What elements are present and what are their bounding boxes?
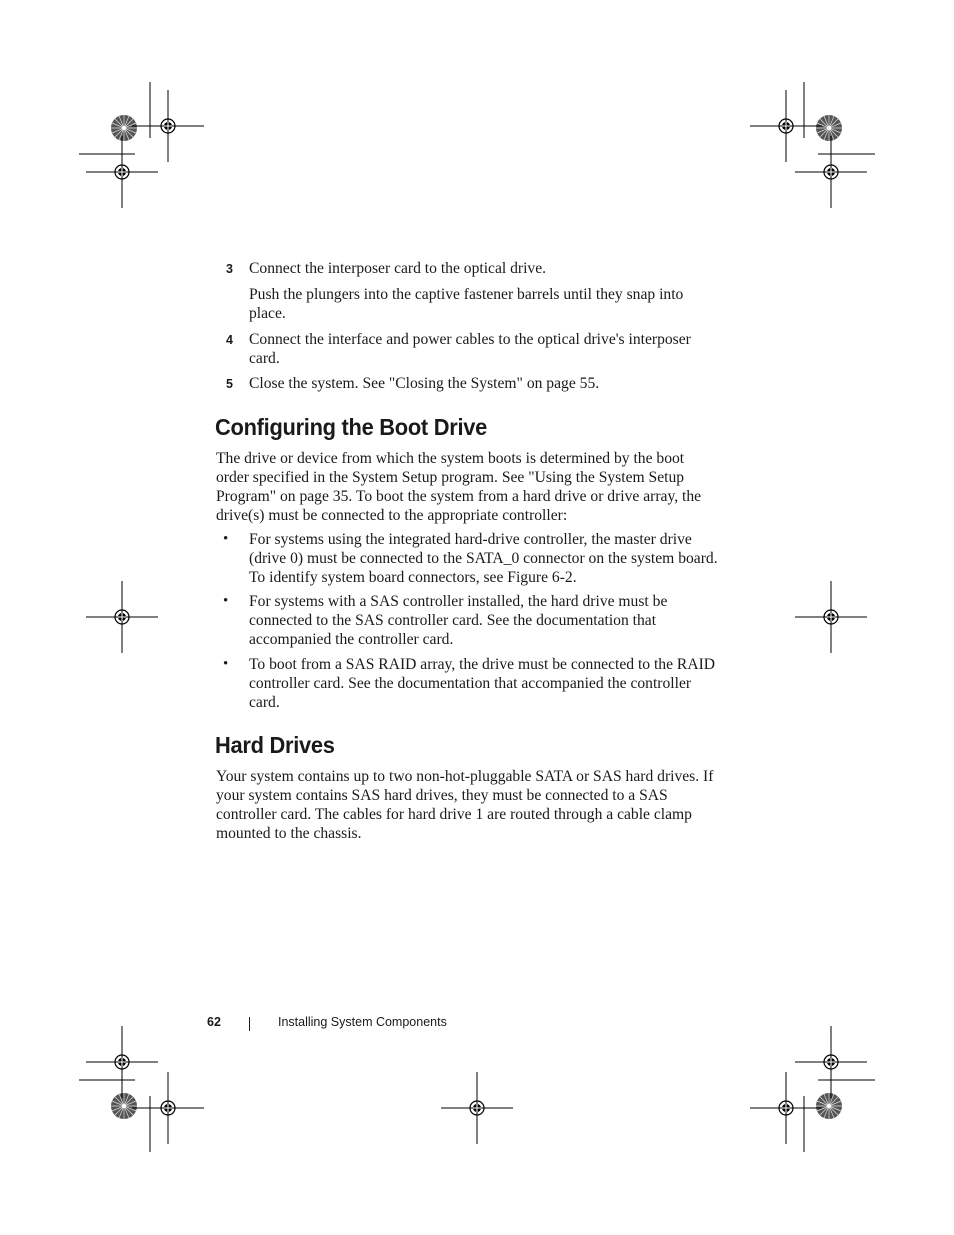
section-heading-boot-drive: Configuring the Boot Drive xyxy=(215,414,487,440)
page-number: 62 xyxy=(207,1015,221,1029)
registration-mark-top-left xyxy=(79,82,204,208)
bullet-marker: • xyxy=(223,593,229,609)
step-number: 4 xyxy=(226,333,233,347)
bullet-marker: • xyxy=(223,656,229,672)
step-number: 5 xyxy=(226,377,233,391)
bullet-text: For systems with a SAS controller installed, the hard drive must be connected to the SAS controller card. See the documentation that accompanied the controller card. xyxy=(249,593,668,648)
registration-mark-bottom-right xyxy=(750,1026,875,1152)
footer-chapter-title: Installing System Components xyxy=(278,1015,447,1029)
registration-mark-bottom-left xyxy=(79,1026,204,1152)
hard-drives-body: Your system contains up to two non-hot-pluggable SATA or SAS hard drives. If your system contains SAS hard drives, they must be connected to a SAS controller card. The cables for hard drive 1 are routed through a cable clamp mounted to the chassis. xyxy=(216,768,714,842)
step-text: Connect the interposer card to the optical drive. xyxy=(249,260,547,277)
step-3-note: Push the plungers into the captive fastener barrels until they snap into place. xyxy=(249,286,684,322)
bullet-text: To boot from a SAS RAID array, the drive must be connected to the RAID controller card. See the documentation that accompanied the controller card. xyxy=(249,656,716,711)
bullet-text: For systems using the integrated hard-drive controller, the master drive (drive 0) must be connected to the SATA_0 connector on the system board. To identify system board connectors, see Figure 6-2. xyxy=(249,531,718,586)
registration-mark-bottom-center xyxy=(441,1072,513,1144)
section-heading-hard-drives: Hard Drives xyxy=(215,732,335,758)
footer-separator xyxy=(249,1017,250,1031)
step-text: Close the system. See "Closing the System" on page 55. xyxy=(249,375,600,392)
registration-mark-top-right xyxy=(750,82,875,208)
bullet-marker: • xyxy=(223,531,229,547)
step-number: 3 xyxy=(226,262,233,276)
boot-drive-intro: The drive or device from which the system boots is determined by the boot order specified in the System Setup program. See "Using the System Setup Program" on page 35. To boot the system from a hard drive or drive array, the drive(s) must be connected to the appropriate controller: xyxy=(216,450,702,524)
registration-mark-mid-left xyxy=(86,581,158,653)
step-text: Connect the interface and power cables to the optical drive's interposer card. xyxy=(249,331,691,367)
registration-mark-mid-right xyxy=(795,581,867,653)
